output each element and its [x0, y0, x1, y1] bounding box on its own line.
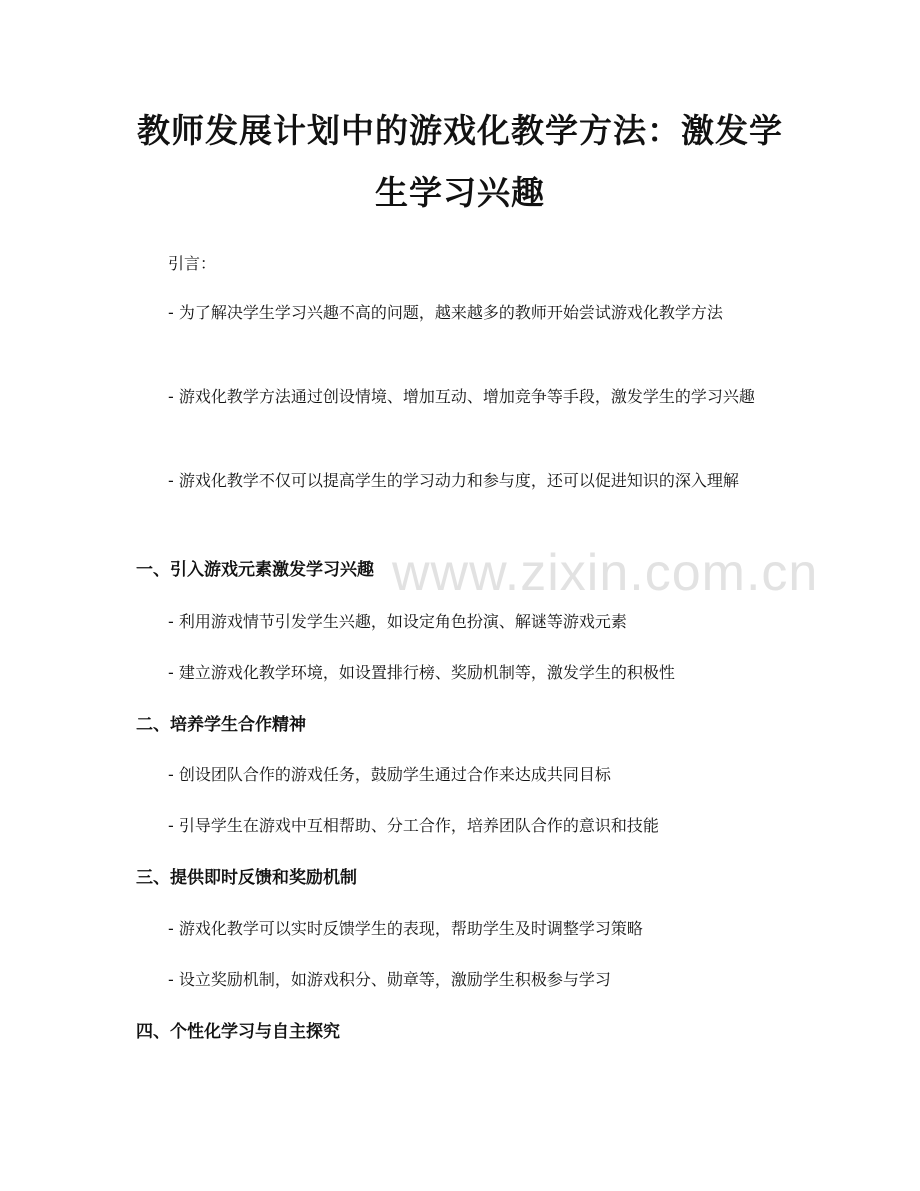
section-item: - 游戏化教学可以实时反馈学生的表现，帮助学生及时调整学习策略	[168, 919, 643, 938]
section-item: - 创设团队合作的游戏任务，鼓励学生通过合作来达成共同目标	[168, 765, 611, 784]
section-heading: 三、提供即时反馈和奖励机制	[136, 868, 357, 888]
section-heading: 四、个性化学习与自主探究	[136, 1022, 340, 1042]
section-item: - 引导学生在游戏中互相帮助、分工合作，培养团队合作的意识和技能	[168, 816, 659, 835]
intro-item: - 游戏化教学不仅可以提高学生的学习动力和参与度，还可以促进知识的深入理解	[168, 471, 739, 490]
section-heading: 二、培养学生合作精神	[136, 715, 306, 735]
section-item: - 设立奖励机制，如游戏积分、勋章等，激励学生积极参与学习	[168, 970, 611, 989]
intro-item: - 为了解决学生学习兴趣不高的问题，越来越多的教师开始尝试游戏化教学方法	[168, 303, 723, 322]
section-item: - 建立游戏化教学环境，如设置排行榜、奖励机制等，激发学生的积极性	[168, 663, 675, 682]
document-title: 教师发展计划中的游戏化教学方法：激发学生学习兴趣	[137, 111, 783, 212]
section-heading: 一、引入游戏元素激发学习兴趣	[136, 560, 374, 580]
watermark: www.zixin.com.cn	[392, 544, 819, 602]
intro-label: 引言：	[168, 254, 217, 273]
intro-item: - 游戏化教学方法通过创设情境、增加互动、增加竞争等手段，激发学生的学习兴趣	[168, 387, 755, 406]
section-item: - 利用游戏情节引发学生兴趣，如设定角色扮演、解谜等游戏元素	[168, 612, 627, 631]
